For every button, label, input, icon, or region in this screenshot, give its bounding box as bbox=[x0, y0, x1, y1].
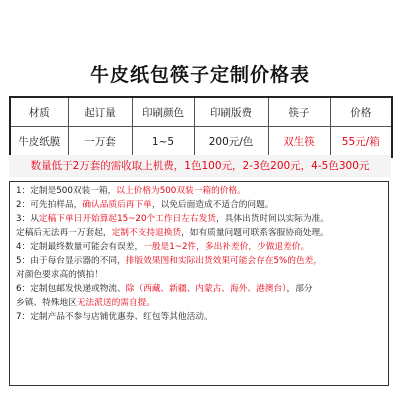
term-1-highlight: 以上价格为500双装一箱的价格。 bbox=[116, 186, 246, 196]
term-1 bbox=[16, 184, 382, 198]
cell-plate-fee: 200元/色 bbox=[194, 127, 268, 158]
page-title: 牛皮纸包筷子定制价格表 bbox=[89, 64, 310, 86]
term-2-text: 2：可先拍样品， bbox=[16, 200, 83, 210]
term-3b-highlight: 定制不支持退换货 bbox=[111, 228, 182, 238]
price-table bbox=[9, 96, 393, 158]
term-3b-text-end: ，如有质量问题可联系客服协商处理。 bbox=[181, 228, 329, 238]
terms-box bbox=[9, 181, 389, 386]
cell-print-colors: 1~5 bbox=[132, 127, 194, 158]
term-6b-text: 乡镇、特殊地区 bbox=[16, 298, 77, 308]
cell-chopsticks: 双生筷 bbox=[268, 127, 330, 158]
term-7 bbox=[16, 310, 382, 324]
header-price: 价格 bbox=[330, 97, 392, 127]
table-header-row bbox=[10, 97, 392, 127]
term-5-continued bbox=[16, 268, 382, 282]
term-5 bbox=[16, 254, 382, 268]
term-3-highlight: 定稿下单日开始算起15~20个工作日左右发货 bbox=[38, 214, 216, 224]
term-6-highlight: 除（西藏、新疆、内蒙古、海外、港澳台） bbox=[125, 284, 287, 294]
term-6b-highlight: 无法派送的需自提。 bbox=[76, 298, 155, 308]
cell-material: 牛皮纸膜 bbox=[10, 127, 68, 158]
term-5b-text: 对颜色要求高的慎拍！ bbox=[16, 270, 103, 280]
term-3 bbox=[16, 212, 382, 226]
cell-price: 55元/箱 bbox=[330, 127, 392, 158]
term-7-text: 7：定制产品不参与店铺优惠券、红包等其他活动。 bbox=[16, 312, 213, 322]
term-2-highlight: 确认品质后再下单 bbox=[82, 200, 152, 210]
term-4-text: 4：定制最终数量可能会有误差， bbox=[16, 242, 144, 252]
term-5-highlight: 排版效果图和实际出货效果可能会存在5%的色差， bbox=[125, 256, 323, 266]
term-1-text: 1：定制是500双装一箱， bbox=[16, 186, 117, 196]
term-3-text: 3：从 bbox=[16, 214, 39, 224]
table-row bbox=[10, 127, 392, 158]
term-3-text-end: ，具体出货时间以实际为准。 bbox=[215, 214, 329, 224]
term-6-text: 6：定制包邮发快递或物流、 bbox=[16, 284, 126, 294]
term-3b-text: 定稿后无法再一万套起， bbox=[16, 228, 112, 238]
header-chopsticks: 筷子 bbox=[268, 97, 330, 127]
header-min-order: 起订量 bbox=[68, 97, 132, 127]
cell-min-order: 一万套 bbox=[68, 127, 132, 158]
term-6-text-end: ，部分 bbox=[286, 284, 313, 294]
term-6-continued bbox=[16, 296, 382, 310]
term-4 bbox=[16, 240, 382, 254]
term-5-text: 5：由于每台显示器的不同， bbox=[16, 256, 126, 266]
header-plate-fee: 印刷版费 bbox=[194, 97, 268, 127]
setup-fee-notice: 数量低于2万套的需收取上机费，1色100元，2-3色200元，4-5色300元 bbox=[9, 155, 391, 177]
header-material: 材质 bbox=[10, 97, 68, 127]
term-4-highlight: 一般是1~2件，多出补差价，少做退差价。 bbox=[143, 242, 310, 252]
term-2-text-end: ，以免后面造成不适合的问题。 bbox=[151, 200, 274, 210]
term-6 bbox=[16, 282, 382, 296]
term-3-continued bbox=[16, 226, 382, 240]
header-print-colors: 印刷颜色 bbox=[132, 97, 194, 127]
term-2 bbox=[16, 198, 382, 212]
